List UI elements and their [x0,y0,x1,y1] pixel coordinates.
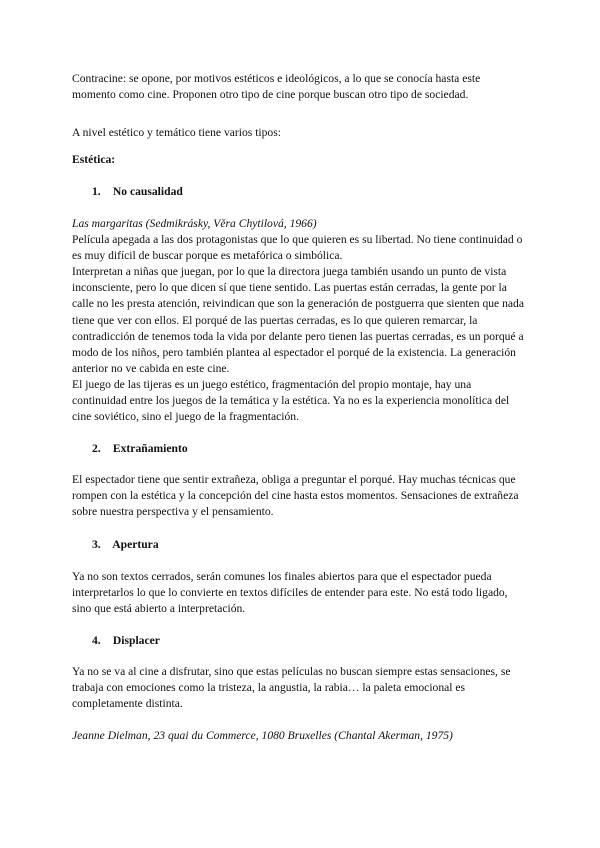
heading-title: Displacer [112,634,160,647]
heading-title: Extrañamiento [112,442,188,455]
no-causalidad-paragraph-1: Película apegada a las dos protagonistas que lo que quieren es su libertad. No tiene continuidad o es muy difícil de buscar porque es metafórica o simbólica. [72,233,523,263]
intro-types-line: A nivel estético y temático tiene varios tipos: [72,126,281,139]
heading-number: 4. [92,634,101,647]
heading-number: 1. [92,185,101,198]
displacer-paragraph: Ya no se va al cine a disfrutar, sino que estas películas no buscan siempre estas sensaciones, se trabaja con emociones como la tristeza, la angustia, la rabia… la paleta emocional es completamente distinta. [72,665,511,711]
apertura-paragraph: Ya no son textos cerrados, serán comunes los finales abiertos para que el espectador pueda interpretarlos lo que lo convierte en textos difíciles de entender para este. No está todo ligado, sino que está abierto a interpretación. [72,570,508,616]
heading-apertura [92,537,159,553]
section-title-estetica: Estética: [72,153,116,166]
heading-title: No causalidad [112,185,183,198]
no-causalidad-paragraph-3: El juego de las tijeras es un juego estético, fragmentación del propio montaje, hay una continuidad entre los juegos de la temática y la estética. Ya no es la experiencia monolítica del cine soviético, sino el juego de la fragmentación. [72,378,510,424]
heading-no-causalidad [92,184,183,200]
heading-extranamiento [92,441,188,457]
intro-paragraph: Contracine: se opone, por motivos estéticos e ideológicos, a lo que se conocía hasta este momento como cine. Proponen otro tipo de cine porque buscan otro tipo de sociedad. [72,72,481,102]
film-title-jeanne-dielman: Jeanne Dielman, 23 quai du Commerce, 1080 Bruxelles (Chantal Akerman, 1975) [72,729,453,742]
film-title-margaritas: Las margaritas (Sedmikrásky, Věra Chytilová, 1966) [72,217,317,230]
no-causalidad-paragraph-2: Interpretan a niñas que juegan, por lo que la directora juega también usando un punto de vista inconsciente, pero lo que dicen sí que tiene sentido. Las puertas están cerradas, la gente por la calle no les presta atención, reivindican que son la generación de postguerra que sienten que nada tiene que ver con ellos. El porqué de las puertas cerradas, es lo que quieren remarcar, la contradicción de tenemos toda la vida por delante pero tienen las puertas cerradas, es un porqué a modo de los niños, pero también plantea al espectador el porqué de la existencia. La generación anterior no ve cabida en este cine. [72,265,524,376]
extranamiento-paragraph: El espectador tiene que sentir extrañeza, obliga a preguntar el porqué. Hay muchas técnicas que rompen con la estética y la concepción del cine hasta estos momentos. Sensaciones de extrañeza sobre nuestra perspectiva y el pensamiento. [72,473,519,519]
heading-number: 3. [92,538,101,551]
heading-displacer [92,633,160,649]
heading-title: Apertura [112,538,159,551]
heading-number: 2. [92,442,101,455]
